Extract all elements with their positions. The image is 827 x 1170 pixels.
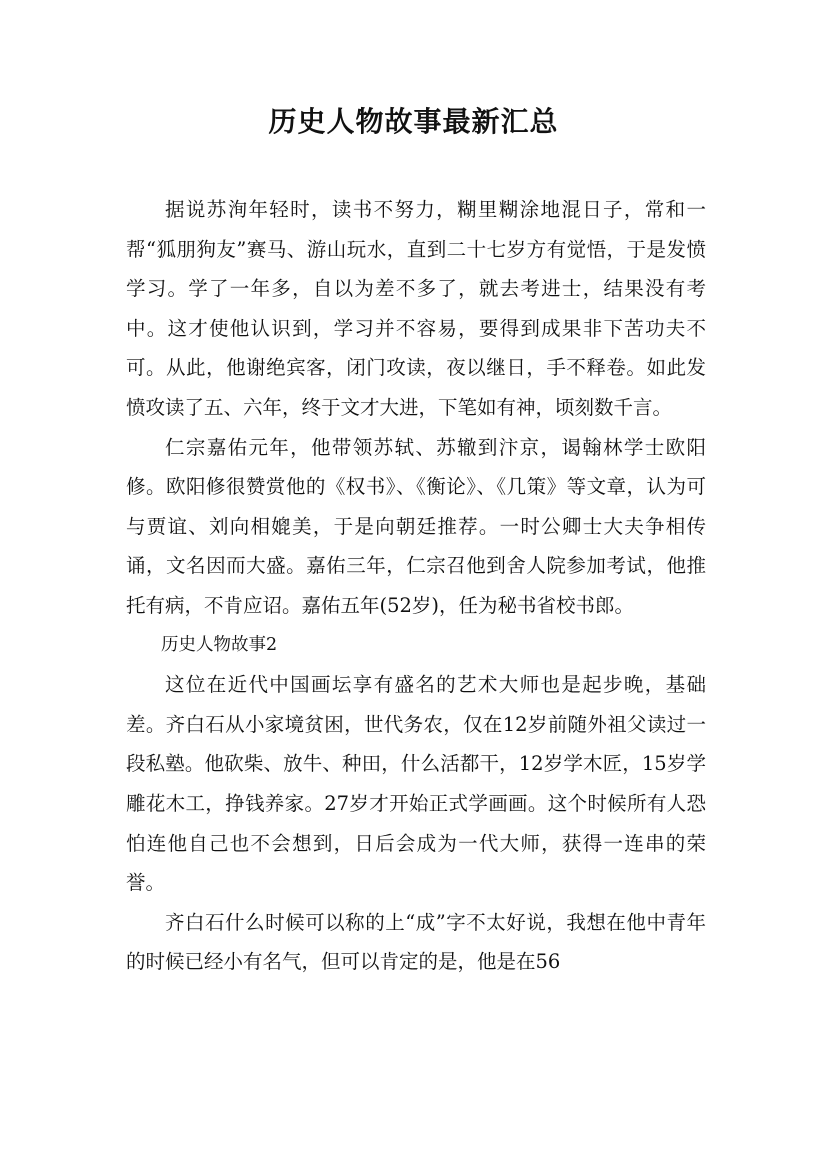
document-title: 历史人物故事最新汇总 [268,105,559,138]
paragraph-su-xun-career: 仁宗嘉佑元年，他带领苏轼、苏辙到汴京，谒翰林学士欧阳修。欧阳修很赞赏他的《权书》、《衡论》、《几策》等文章，认为可与贾谊、刘向相媲美，于是向朝廷推荐。一时公卿士大夫争相传诵，文名因而大盛。嘉佑三年，仁宗召他到舍人院参加考试，他推托有病，不肯应诏。嘉佑五年(52岁)，任为秘书省校书郎。 [126,435,706,617]
document-body [126,190,706,982]
section-heading-story-2: 历史人物故事2 [161,634,278,655]
paragraph-qi-baishi-early: 这位在近代中国画坛享有盛名的艺术大师也是起步晚，基础差。齐白石从小家境贫困，世代务农，仅在12岁前随外祖父读过一段私塾。他砍柴、放牛、种田，什么活都干，12岁学木匠，15岁学雕花木工，挣钱养家。27岁才开始正式学画画。这个时候所有人恐怕连他自己也不会想到，日后会成为一代大师，获得一连串的荣誉。 [126,673,706,895]
paragraph-qi-baishi-success: 齐白石什么时候可以称的上“成”字不太好说，我想在他中青年的时候已经小有名气，但可以肯定的是，他是在56 [126,910,706,974]
paragraph-su-xun-youth: 据说苏洵年轻时，读书不努力，糊里糊涂地混日子，常和一帮“狐朋狗友”赛马、游山玩水，直到二十七岁方有觉悟，于是发愤学习。学了一年多，自以为差不多了，就去考进士，结果没有考中。这才使他认识到，学习并不容易，要得到成果非下苦功夫不可。从此，他谢绝宾客，闭门攻读，夜以继日，手不释卷。如此发愤攻读了五、六年，终于文才大进，下笔如有神，顷刻数千言。 [126,198,706,419]
